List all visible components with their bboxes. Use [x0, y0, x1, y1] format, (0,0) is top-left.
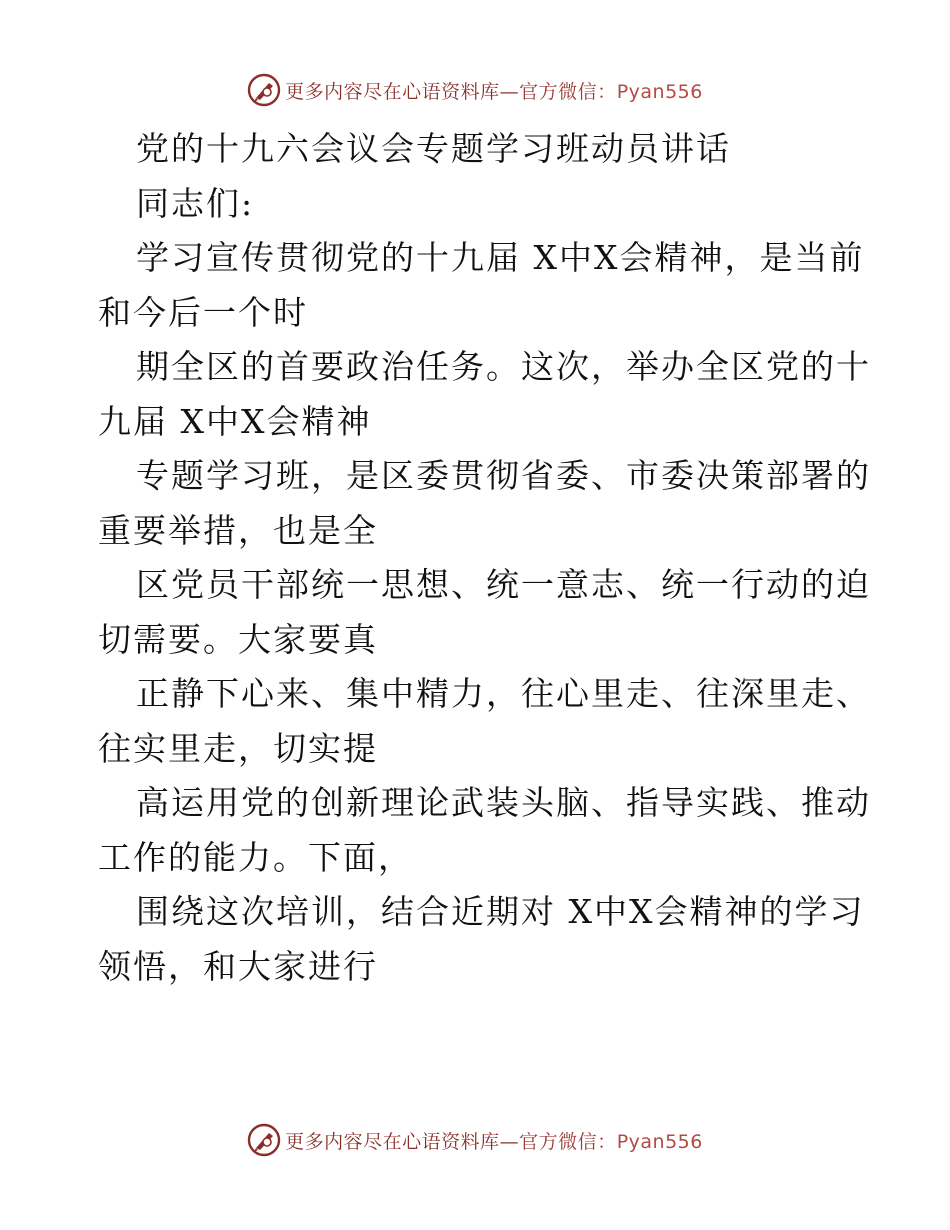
document-line: 重要举措，也是全: [98, 510, 378, 550]
document-line: 工作的能力。下面，: [98, 837, 413, 877]
watermark-wechat-id: Pyan556: [616, 80, 703, 103]
document-line: 同志们:: [136, 183, 255, 223]
document-line: 领悟，和大家进行: [98, 946, 378, 986]
document-line: 党的十九六会议会专题学习班动员讲话: [136, 129, 731, 168]
document-line: 和今后一个时: [98, 292, 308, 332]
watermark-dash: —: [499, 80, 520, 103]
document-line: 围绕这次培训，结合近期对 X中X会精神的学习: [136, 892, 865, 931]
watermark-wechat-label: 官方微信：: [519, 80, 617, 103]
document-line: 往实里走，切实提: [98, 728, 378, 768]
document-line: 高运用党的创新理论武装头脑、指导实践、推动: [136, 783, 871, 822]
quill-logo-icon: [247, 1123, 281, 1157]
watermark-text: [285, 1127, 703, 1154]
document-line: 区党员干部统一思想、统一意志、统一行动的迫: [136, 565, 871, 604]
document-body: [98, 122, 871, 994]
watermark-site: 更多内容尽在心语资料库: [285, 80, 500, 103]
document-line: 专题学习班，是区委贯彻省委、市委决策部署的: [136, 456, 871, 495]
watermark-dash: —: [499, 1130, 520, 1153]
footer-watermark: [0, 1120, 950, 1160]
document-line: 正静下心来、集中精力，往心里走、往深里走、: [136, 674, 871, 713]
watermark-text: [285, 77, 703, 104]
header-watermark: [0, 70, 950, 110]
watermark-wechat-label: 官方微信：: [519, 1130, 617, 1153]
document-line: 九届 X中X会精神: [98, 401, 372, 441]
document-line: 期全区的首要政治任务。这次，举办全区党的十: [136, 347, 871, 386]
document-line: 学习宣传贯彻党的十九届 X中X会精神，是当前: [136, 238, 865, 277]
document-line: 切需要。大家要真: [98, 619, 378, 659]
watermark-wechat-id: Pyan556: [616, 1130, 703, 1153]
quill-logo-icon: [247, 73, 281, 107]
watermark-site: 更多内容尽在心语资料库: [285, 1130, 500, 1153]
